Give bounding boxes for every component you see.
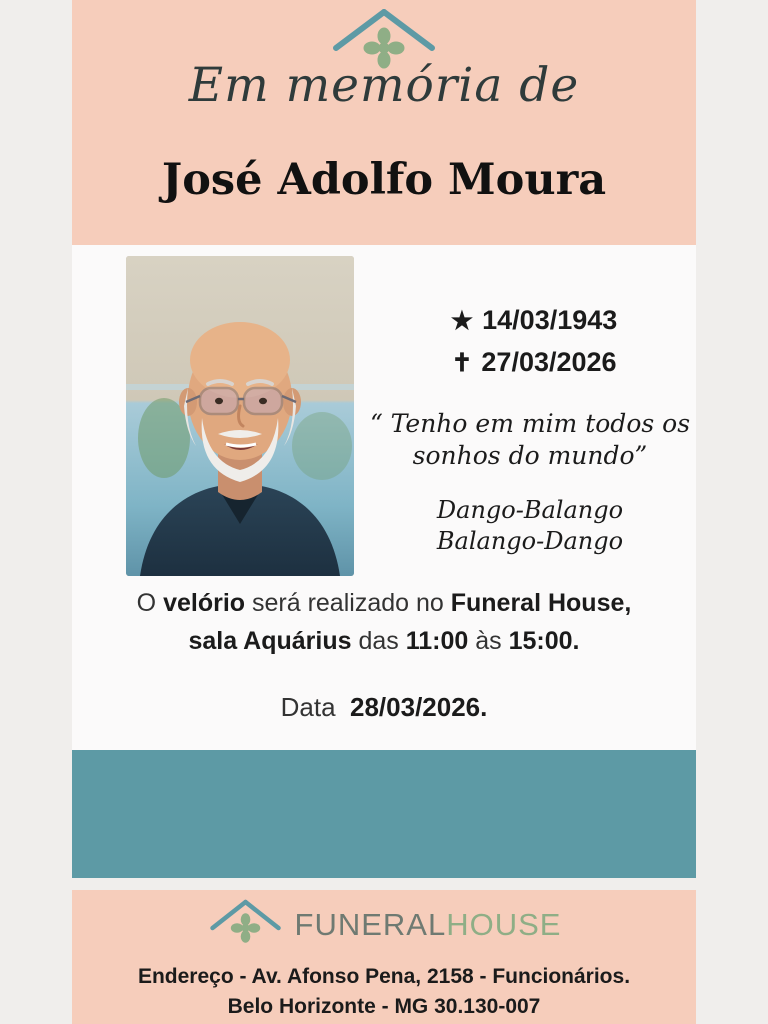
footer-brand-text [295,907,562,943]
service-date-label: Data [280,692,336,722]
quote-author-line-2: Balango-Dango [436,527,624,556]
band-gap [72,878,696,890]
address-line-1: Endereço - Av. Afonso Pena, 2158 - Funcionários. [137,965,631,988]
card-body [72,245,696,750]
footer-address [82,962,686,1023]
portrait-photo [126,256,354,576]
house-flower-logo-icon [207,898,285,951]
service-text-c: das [351,626,406,655]
memorial-prefix: Em memória de [188,58,580,113]
deceased-name: José Adolfo Moura [161,155,607,205]
service-bold-room: sala Aquárius [188,626,352,655]
life-dates [372,300,696,384]
service-date-row [92,692,676,723]
service-details [92,585,676,660]
service-bold-start-time: 11:00 [405,626,469,655]
service-bold-end-time: 15:00. [508,626,580,655]
brand-word-funeral: FUNERAL [294,906,447,942]
death-date: 27/03/2026 [481,346,617,377]
birth-date: 14/03/1943 [482,305,618,335]
memorial-quote: “ Tenho em mim todos os sonhos do mundo” [369,409,691,470]
address-line-2: Belo Horizonte - MG 30.130-007 [227,995,541,1019]
teal-divider-band [72,750,696,878]
quote-author [364,495,696,557]
death-date-row [372,342,696,384]
card-footer [72,890,696,1024]
birth-date-row [372,300,696,342]
service-bold-venue: Funeral House, [450,589,632,617]
star-icon: ★ [450,307,474,335]
brand-word-house: HOUSE [446,906,562,942]
service-text-a: O [136,589,164,617]
footer-brand-block [207,898,562,951]
memorial-card [72,0,696,1024]
service-bold-velorio: velório [163,589,246,617]
service-text-d: às [468,626,509,655]
service-text-b: será realizado no [245,589,451,617]
cross-icon: ✝ [451,348,473,377]
quote-author-line-1: Dango-Balango [436,496,624,524]
service-line-2 [92,623,676,661]
service-line-1 [92,585,676,623]
service-date-value: 28/03/2026. [350,692,488,722]
card-header [72,0,696,245]
